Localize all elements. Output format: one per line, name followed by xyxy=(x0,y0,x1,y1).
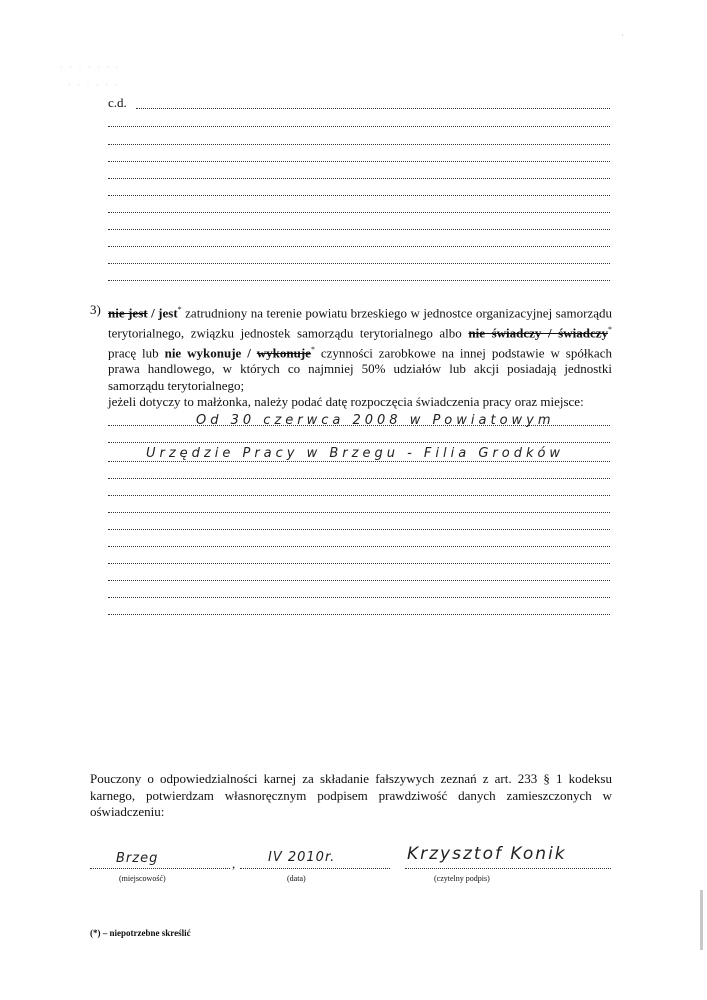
section-3-body xyxy=(108,302,612,411)
kept-option: nie wykonuje xyxy=(164,344,242,360)
continuation-label: c.d. xyxy=(108,95,127,110)
kept-option: jest xyxy=(158,305,178,321)
date-caption: (data) xyxy=(287,874,306,883)
struck-option: nie jest xyxy=(108,305,148,321)
handwritten-answer-line-2: Urzędzie Pracy w Brzegu - Filia Grodków xyxy=(146,446,565,461)
bleed-through-text: · · · · · · xyxy=(68,80,120,90)
section-number: 3) xyxy=(90,302,101,317)
dotted-line xyxy=(108,546,610,547)
declaration-text: Pouczony o odpowiedzialności karnej za składanie fałszywych zeznań z art. 233 § 1 kodeksu karnego, potwierdzam własnoręcznym podpisem prawdziwość danych zamieszczonych w oświadczeniu: xyxy=(90,771,612,819)
dotted-line xyxy=(108,246,610,247)
slash: / xyxy=(241,344,257,360)
scan-mark: · xyxy=(621,31,624,40)
dotted-line xyxy=(108,580,610,581)
section-text: pracę lub xyxy=(108,344,165,360)
struck-option: nie świadczy / świadczy xyxy=(468,325,608,341)
dotted-line xyxy=(108,229,610,230)
dotted-line xyxy=(108,425,610,426)
handwritten-answer-line-1: Od 30 czerwca 2008 w Powiatowym xyxy=(196,413,555,428)
bleed-through-text: · · · · · · · xyxy=(60,62,121,72)
signature-line xyxy=(405,868,611,869)
asterisk-mark: * xyxy=(177,305,182,314)
section-instruction: jeżeli dotyczy to małżonka, należy podać datę rozpoczęcia świadczenia pracy oraz miejsce: xyxy=(108,394,584,410)
asterisk-mark: * xyxy=(310,344,315,354)
section-text: czynności zarobkowe na innej podstawie w spółkach prawa handlowego, w których co najmniej 50% udziałów lub akcji posiadają jednostki samorządu terytorialnego; xyxy=(108,344,612,393)
dotted-line xyxy=(108,161,610,162)
dotted-line xyxy=(108,195,610,196)
dotted-line xyxy=(108,144,610,145)
dotted-line xyxy=(108,614,610,615)
place-line xyxy=(90,868,230,869)
dotted-line xyxy=(108,212,610,213)
dotted-line xyxy=(108,563,610,564)
slash: / xyxy=(147,305,159,321)
asterisk-mark: * xyxy=(608,324,612,334)
scan-edge-shadow xyxy=(700,890,703,950)
signature-caption: (czytelny podpis) xyxy=(434,874,490,883)
handwritten-date: IV 2010r. xyxy=(268,850,336,865)
dotted-line xyxy=(108,280,610,281)
dotted-line xyxy=(108,478,610,479)
section-3 xyxy=(90,302,612,411)
dotted-line xyxy=(108,126,610,127)
dotted-line xyxy=(108,529,610,530)
dotted-line xyxy=(108,461,610,462)
dotted-line xyxy=(108,495,610,496)
dotted-line xyxy=(108,512,610,513)
comma: , xyxy=(232,856,236,871)
handwritten-signature: Krzysztof Konik xyxy=(407,844,567,864)
place-caption: (miejscowość) xyxy=(119,874,166,883)
section-text: zatrudniony na terenie powiatu brzeskiego w jednostce organizacyjnej samorządu terytorialnego, związku jednostek samorządu terytorialnego albo xyxy=(108,305,612,341)
dotted-line xyxy=(108,263,610,264)
dotted-line xyxy=(108,442,610,443)
dotted-line xyxy=(136,108,610,109)
dotted-line xyxy=(108,597,610,598)
dotted-line xyxy=(108,178,610,179)
footnote: (*) – niepotrzebne skreślić xyxy=(90,928,191,938)
date-line xyxy=(240,868,390,869)
handwritten-place: Brzeg xyxy=(116,851,159,866)
struck-option: wykonuje xyxy=(256,344,311,360)
